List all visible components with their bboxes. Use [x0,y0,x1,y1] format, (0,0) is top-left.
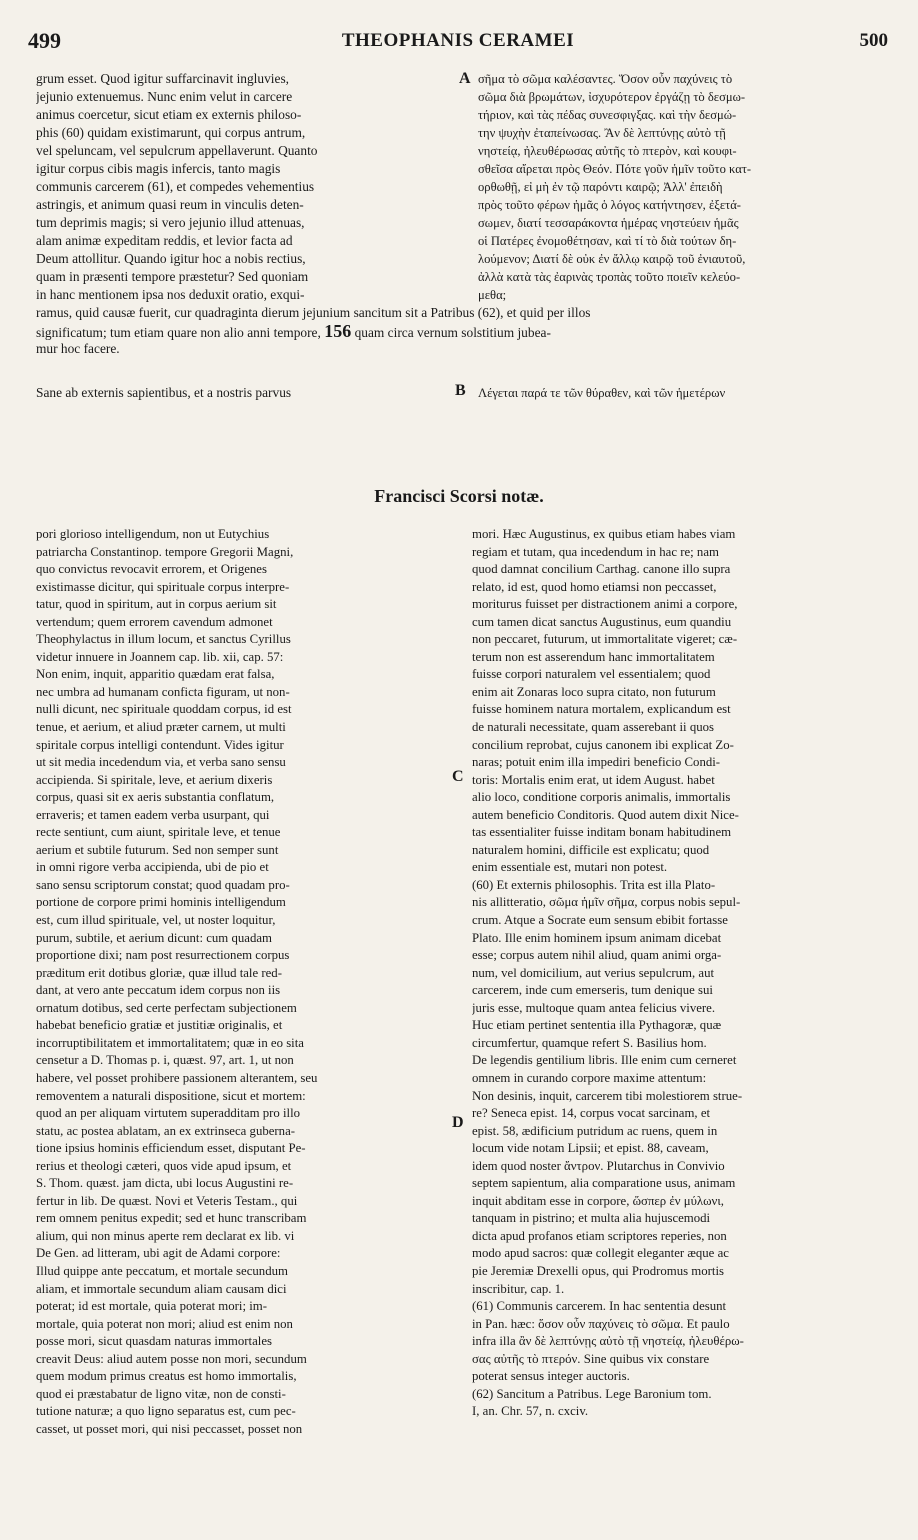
text-line: omnem in curando corpore maxime attentum: [472,1070,707,1085]
text-line: modo apud sacros: quæ collegit eleganter æque ac [472,1246,729,1261]
text-line: νηστείᾳ, ἠλευθέρωσας αὐτῆς τὸ πτερὸν, καὶ κουφι- [478,144,737,158]
text-line: habebat beneficio gratiæ et justitiæ originalis, et [36,1018,283,1033]
text-line: dant, at vero ante peccatum idem corpus non iis [36,983,281,998]
text-line: enim essentiale est, mutari non potest. [472,860,668,875]
text-line: spiritale corpus intelligi contendunt. Vides igitur [36,737,284,752]
text-line: ορθωθῇ, εἰ μὴ ἐν τῷ παρόντι καιρῷ; Ἀλλ' ἐπειδὴ [478,180,723,194]
text-line: poterat sensus integer auctoris. [472,1369,630,1384]
text-line: portione de corpore primi hominis intelligendum [36,895,286,910]
margin-marker-a: A [459,70,471,87]
text-line: regiam et tutam, qua incedendum in hac re; nam [472,544,719,559]
text-line: moriturus fuisset per distractionem animi a corpore, [472,597,738,612]
page-number-right: 500 [859,30,888,51]
text-line: nulli dicunt, nec spirituale quoddam corpus, id est [36,702,292,717]
text-line: fuisse corpori naturalem vel essentialem; quod [472,667,711,682]
text-line: autem beneficio Conditoris. Quod autem dixit Nice- [472,807,739,822]
text-line: tutione naturæ; a quo ligno separatus est, cum pec- [36,1404,296,1419]
text-line: tas essentialiter fuisse inditam bonam habitudinem [472,825,732,840]
text-line: ἀλλὰ κατὰ τὰς ἐαρινὰς τροπὰς τοῦτο ποιεῖν κελεύο- [478,270,741,284]
text-line: πρὸς τοῦτο φέρων ἡμᾶς ὁ λόγος κατήντησεν, ἐξετά- [478,198,741,212]
text-line: ornatum dotibus, sed certe perfectam subjectionem [36,1000,297,1015]
text-line: S. Thom. quæst. jam dicta, ubi locus Augustini re- [36,1176,294,1191]
text-line: Deum attollitur. Quando igitur hoc a nobis rectius, [36,251,306,266]
notes-column-left [36,526,456,1438]
text-line: communis carcerem (61), et compedes vehementius [36,179,315,194]
text-line: mortale, quia poterat non mori; aliud est enim non [36,1316,293,1331]
running-header [28,28,888,58]
text-line: grum esset. Quod igitur suffarcinavit ingluvies, [36,71,290,86]
text-line: οἱ Πατέρες ἐνομοθέτησαν, καὶ τί τὸ διὰ τούτων δη- [478,234,737,248]
text-line: septem sapientum, alia comparatione usus, animam [472,1176,736,1191]
text-line: vel speluncam, vel sepulcrum appellaverunt. Quanto [36,143,318,158]
latin-paragraph-b [36,384,456,402]
text-line: quam in præsenti tempore præstetur? Sed quoniam [36,269,309,284]
text-line: incorruptibilitatem et immortalitatem; quæ in eo sita [36,1035,304,1050]
text-line: σας αὐτῆς τὸ πτερόν. Sine quibus vix constare [472,1351,710,1366]
text-line: pori glorioso intelligendum, non ut Eutychius [36,527,270,541]
notes-title: Francisci Scorsi notæ. [374,486,544,506]
text-line: fuisse hominem natura mortalem, explicandum est [472,702,731,717]
text-line: in omni rigore verba accipienda, ubi de pio et [36,860,269,875]
text-line [36,322,888,340]
text-line: terum non est asserendum hanc immortalitatem [472,649,715,664]
text-line: existimasse dicitur, qui spirituale corpus interpre- [36,579,290,594]
text-line: epist. 58, ædificium putridum ac ruens, quem in [472,1123,718,1138]
text-line: creavit Deus: aliud autem posse non mori, secundum [36,1351,307,1366]
text-line: videtur innuere in Joannem cap. lib. xii, cap. 57: [36,649,284,664]
text-segment: quam circa vernum solstitium jubea- [354,325,551,340]
text-line: tanquam in pistrino; et multa alia hujuscemodi [472,1211,711,1226]
text-line: (60) Et externis philosophis. Trita est illa Plato- [472,877,716,892]
text-line: aerium et subtile futurum. Sed non semper sunt [36,842,279,857]
text-line: toris: Mortalis enim erat, ut idem August. habet [472,772,715,787]
text-line: quod damnat concilium Carthag. canone illo supra [472,562,731,577]
text-line: in Pan. hæc: ὅσον οὖν παχύνεις τὸ σῶμα. Et paulo [472,1316,730,1331]
running-title: THEOPHANIS CERAMEI [341,30,575,51]
text-line: mur hoc facere. [36,341,120,356]
text-line: proportione dixi; nam post resurrectionem corpus [36,948,290,963]
text-line: dicta apud profanos etiam scriptores reperies, non [472,1228,727,1243]
main-text-full-width [36,304,888,358]
text-line: σθεῖσα αἴρεται πρὸς Θεόν. Πότε γοῦν ἡμῖν τοῦτο κατ- [478,162,752,176]
main-text-greek [478,70,888,304]
text-line: σῶμα διὰ βρωμάτων, ἰσχυρότερον ἐργάζῃ τὸ δεσμω- [478,90,746,104]
text-line: juris esse, multoque quam antea felicius vivere. [472,1000,716,1015]
text-line: casset, ut posset mori, qui nisi peccasset, posset non [36,1421,303,1436]
text-line: Λέγεται παρά τε τῶν θύραθεν, καὶ τῶν ἡμετέρων [478,386,726,400]
text-line: naras; potuit enim illa impediri beneficio Condi- [472,755,721,770]
text-line: quem modum primus creatus est homo immortalis, [36,1369,297,1384]
text-line: naturalem homini, difficile est explicatu; quod [472,842,710,857]
text-line: igitur corpus cibis magis infercis, tanto magis [36,161,281,176]
page-number-left: 499 [28,28,61,53]
text-line: μεθα; [478,288,507,302]
text-line: λούμενον; Διατί δὲ οὐκ ἐν ἄλλῳ καιρῷ τοῦ ἐνιαυτοῦ, [478,252,746,266]
margin-marker-d: D [452,1114,464,1131]
margin-marker-c: C [452,768,464,785]
text-line: σῆμα τὸ σῶμα καλέσαντες. Ὅσον οὖν παχύνεις τὸ [478,72,733,86]
text-line: pie Jeremiæ Drexelli opus, qui Prodromus mortis [472,1263,725,1278]
text-line: ut sit media incedendum via, et verba sano sensu [36,755,286,770]
text-line: rerius et theologi cæteri, quos vide apud ipsum, et [36,1158,292,1173]
text-line: locum vide notam Lipsii; et epist. 88, caveam, [472,1141,709,1156]
text-line: statu, ac postea ablatam, an ex extrinseca guberna- [36,1123,296,1138]
text-line: patriarcha Constantinop. tempore Gregorii Magni, [36,544,294,559]
greek-paragraph-b [478,384,888,402]
text-line: esse; corpus autem nihil aliud, quam animi orga- [472,948,722,963]
text-line: σωμεν, διατί τεσσαράκοντα ἡμέρας νηστεύειν ἡμᾶς [478,216,739,230]
text-segment: significatum; tum etiam quare non alio anni tempore, [36,325,321,340]
text-line: removentem a naturali dispositione, sicut et mortem: [36,1088,306,1103]
text-line: infra illa ἂν δὲ λεπτύνῃς αὐτὸ τῇ νηστείᾳ, ἠλευθέρω- [472,1334,744,1349]
text-line: est, cum illud spirituale, vel, ut noster loquitur, [36,913,276,928]
text-line: non peccaret, futurum, ut immortalitate vigeret; cæ- [472,632,738,647]
text-line: τήριον, καὶ τὰς πέδας συνεσφιγξας. καὶ τὴν δεσμώ- [478,108,737,122]
text-line: Plato. Ille enim hominem ipsum animam dicebat [472,930,722,945]
text-line: quo convictus revocavit errorem, et Origenes [36,562,267,577]
text-line: rem omnem penitus expedit; sed et hunc transcribam [36,1211,307,1226]
text-line: quod an per aliquam virtutem superadditam pro illo [36,1106,301,1121]
text-line: nis allitteratio, σῶμα ἡμῖν σῆμα, corpus nobis sepul- [472,895,741,910]
text-line: tum deprimis magis; si vero jejunio illud attenuas, [36,215,305,230]
text-line: Huc etiam pertinet sententia illa Pythagoræ, quæ [472,1018,722,1033]
text-line: quod ei præstabatur de ligno vitæ, non de consti- [36,1386,286,1401]
text-line: circumfertur, quamque refert S. Basilius hom. [472,1035,707,1050]
text-line: corpus, quasi sit ex aeris substantia conflatum, [36,790,275,805]
text-line: tatur, quod in spiritum, aut in corpus aerium sit [36,597,277,612]
text-line: (61) Communis carcerem. In hac sententia desunt [472,1299,727,1314]
text-line: alium, qui non minus aperte rem declarat ex lib. vi [36,1228,295,1243]
text-line: enim ait Zonaras loco supra citato, non futurum [472,684,716,699]
text-line: animus coercetur, sicut etiam ex externis philoso- [36,107,302,122]
text-line: tenue, et aerium, et aliud præter carnem, ut multi [36,720,286,735]
text-line: aliam, et immortale secundum aliam causam dici [36,1281,287,1296]
text-line: erraveris; et tamen eadem verba usurpant, qui [36,807,270,822]
text-line: Theophylactus in illum locum, et sanctus Cyrillus [36,632,291,647]
text-line: relato, id est, quod homo etiamsi non peccasset, [472,579,717,594]
text-line: inscribitur, cap. 1. [472,1281,565,1296]
text-line: re? Seneca epist. 14, corpus vocat sarcinam, et [472,1106,711,1121]
edition-page-number: 156 [324,322,352,340]
text-line: astringis, et animum quasi reum in vinculis deten- [36,197,304,212]
text-line: την ψυχὴν ἐταπείνωσας. Ἂν δὲ λεπτύνῃς αὐτὸ τῇ [478,126,726,140]
margin-marker-b: B [455,382,466,399]
text-line: De legendis gentilium libris. Ille enim cum cerneret [472,1053,737,1068]
text-line: num, vel domicilium, aut verius sepulcrum, aut [472,965,715,980]
text-line: Sane ab externis sapientibus, et a nostris parvus [36,385,292,400]
text-line: sano sensu scriptorum constat; quod quadam pro- [36,877,290,892]
text-line: purum, subtile, et aerium dicunt: cum quadam [36,930,272,945]
text-line: nec umbra ad humanam conficta figuram, ut non- [36,684,290,699]
text-line: mori. Hæc Augustinus, ex quibus etiam habes viam [472,527,736,541]
text-line: concilium reprobat, cujus canonem ibi explicat Zo- [472,737,734,752]
text-line: phis (60) quidam existimarunt, qui corpus antrum, [36,125,306,140]
text-line: alio loco, conditione corporis animalis, immortalis [472,790,731,805]
text-line: habere, vel posset prohibere passionem alterantem, seu [36,1070,318,1085]
text-line: tione ipsius hominis efficiendum esset, disputant Pe- [36,1141,306,1156]
text-line: Illud quippe ante peccatum, et mortale secundum [36,1263,288,1278]
text-line: idem quod noster ἄντρον. Plutarchus in Convivio [472,1158,725,1173]
notes-column-right [472,526,888,1421]
text-line: fertur in lib. De quæst. Novi et Veteris Testam., qui [36,1193,298,1208]
text-line: De Gen. ad litteram, ubi agit de Adami corpore: [36,1246,281,1261]
text-line: crum. Atque a Socrate eum sensum ebibit fortasse [472,913,728,928]
text-line: recte sentiunt, cum aiunt, spiritale leve, et tenue [36,825,281,840]
text-line: carcerem, inde cum emerseris, tum denique sui [472,983,713,998]
text-line: poterat; id est mortale, quia poterat mori; im- [36,1299,267,1314]
text-line: accipienda. Si spiritale, leve, et aerium dixeris [36,772,273,787]
text-line: cum tamen dicat sanctus Augustinus, eum quandiu [472,614,732,629]
main-text-latin [36,70,456,304]
text-line: præditum erit dotibus gloriæ, quæ illud tale red- [36,965,282,980]
text-line: alam animæ expeditam reddis, et levior facta ad [36,233,293,248]
text-line: Non enim, inquit, apparitio quædam erat falsa, [36,667,275,682]
text-line: posse mori, sicut quasdam naturas immortales [36,1334,272,1349]
text-line: Non desinis, inquit, carcerem tibi molestiorem strue- [472,1088,743,1103]
text-line: inquit abditam esse in corpore, ὥσπερ ἐν μύλωνι, [472,1193,724,1208]
text-line: I, an. Chr. 57, n. cxciv. [472,1404,589,1419]
text-line: in hanc mentionem ipsa nos deduxit oratio, exqui- [36,287,305,302]
text-line: ramus, quid causæ fuerit, cur quadraginta dierum jejunium sancitum sit a Patribus (62), et quid per illos [36,305,591,320]
text-line: vertendum; quem errorem cavendum admonet [36,614,273,629]
text-line: jejunio extenuemus. Nunc enim velut in carcere [36,89,293,104]
text-line: (62) Sancitum a Patribus. Lege Baronium tom. [472,1386,712,1401]
text-line: de naturali necessitate, quam asserebant ii quos [472,720,714,735]
text-line: censetur a D. Thomas p. i, quæst. 97, art. 1, ut non [36,1053,294,1068]
